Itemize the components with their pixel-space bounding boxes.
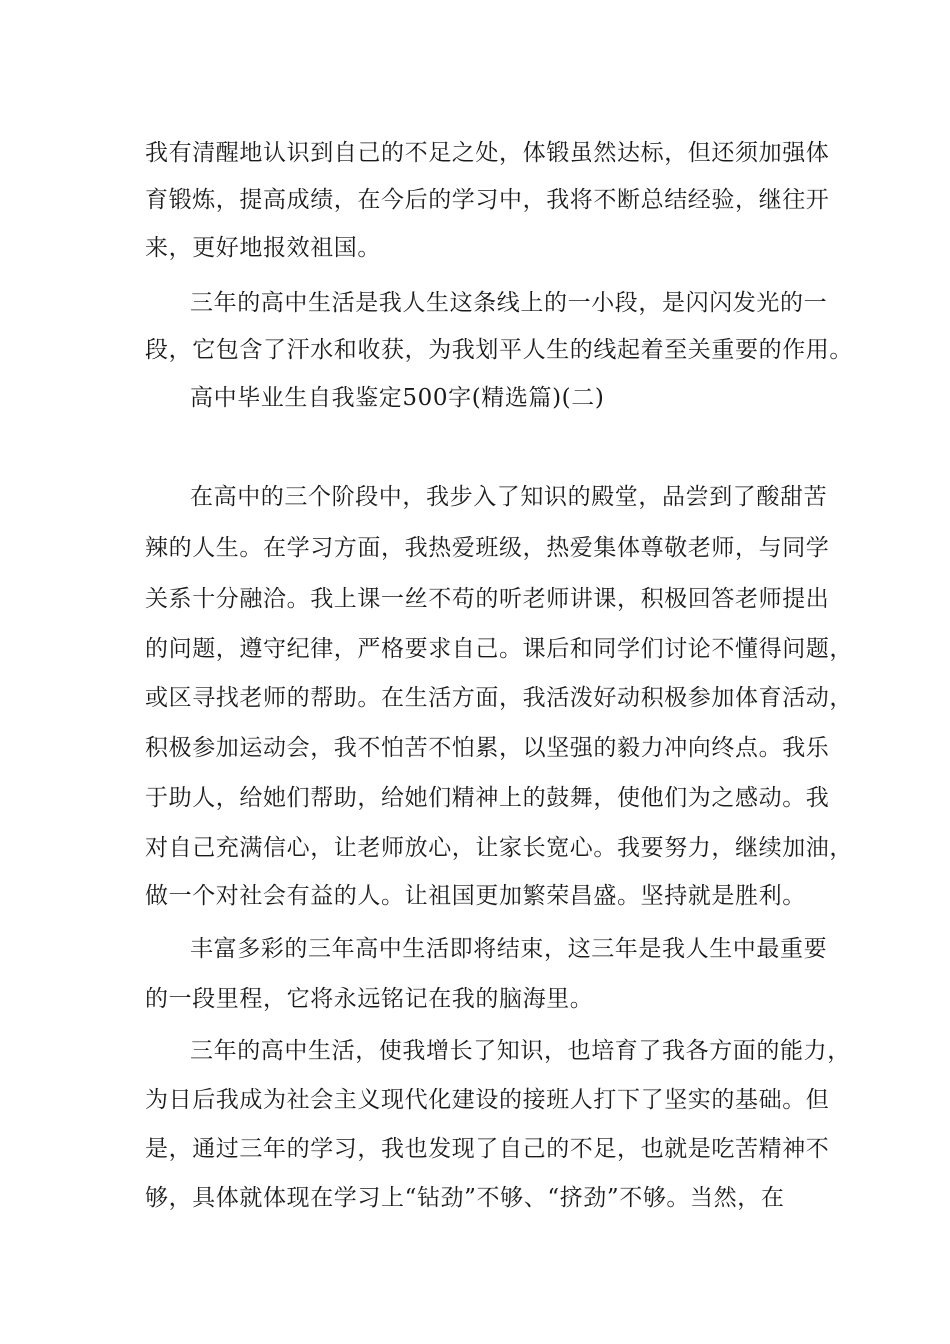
paragraph-line: 三年的高中生活是我人生这条线上的一小段，是闪闪发光的一 <box>190 290 828 316</box>
paragraph-line: 来，更好地报效祖国。 <box>145 235 381 261</box>
paragraph-line: 够，具体就体现在学习上“钻劲”不够、“挤劲”不够。当然，在 <box>145 1185 785 1211</box>
section-heading: 高中毕业生自我鉴定500字(精选篇)(二) <box>190 385 605 411</box>
paragraph-line: 为日后我成为社会主义现代化建设的接班人打下了坚实的基础。但 <box>145 1087 830 1113</box>
paragraph-line: 我有清醒地认识到自己的不足之处，体锻虽然达标，但还须加强体 <box>145 140 830 166</box>
paragraph-line: 做一个对社会有益的人。让祖国更加繁荣昌盛。坚持就是胜利。 <box>145 883 806 909</box>
paragraph-line: 是，通过三年的学习，我也发现了自己的不足，也就是吃苦精神不 <box>145 1136 830 1162</box>
paragraph-line: 关系十分融洽。我上课一丝不苟的听老师讲课，积极回答老师提出 <box>145 586 830 612</box>
paragraph-line: 育锻炼，提高成绩，在今后的学习中，我将不断总结经验，继往开 <box>145 187 830 213</box>
paragraph-line: 于助人，给她们帮助，给她们精神上的鼓舞，使他们为之感动。我 <box>145 785 830 811</box>
paragraph-line: 的一段里程，它将永远铭记在我的脑海里。 <box>145 986 594 1012</box>
paragraph-line: 三年的高中生活，使我增长了知识，也培育了我各方面的能力， <box>190 1038 851 1064</box>
paragraph-line: 丰富多彩的三年高中生活即将结束，这三年是我人生中最重要 <box>190 936 828 962</box>
paragraph-line: 段，它包含了汗水和收获，为我划平人生的线起着至关重要的作用。 <box>145 337 853 363</box>
paragraph-line: 的问题，遵守纪律，严格要求自己。课后和同学们讨论不懂得问题， <box>145 636 853 662</box>
paragraph-line: 或区寻找老师的帮助。在生活方面，我活泼好动积极参加体育活动， <box>145 685 853 711</box>
paragraph-line: 辣的人生。在学习方面，我热爱班级，热爱集体尊敬老师，与同学 <box>145 535 830 561</box>
paragraph-line: 在高中的三个阶段中，我步入了知识的殿堂，品尝到了酸甜苦 <box>190 484 828 510</box>
paragraph-line: 对自己充满信心，让老师放心，让家长宽心。我要努力，继续加油， <box>145 835 853 861</box>
paragraph-line: 积极参加运动会，我不怕苦不怕累，以坚强的毅力冲向终点。我乐 <box>145 735 830 761</box>
